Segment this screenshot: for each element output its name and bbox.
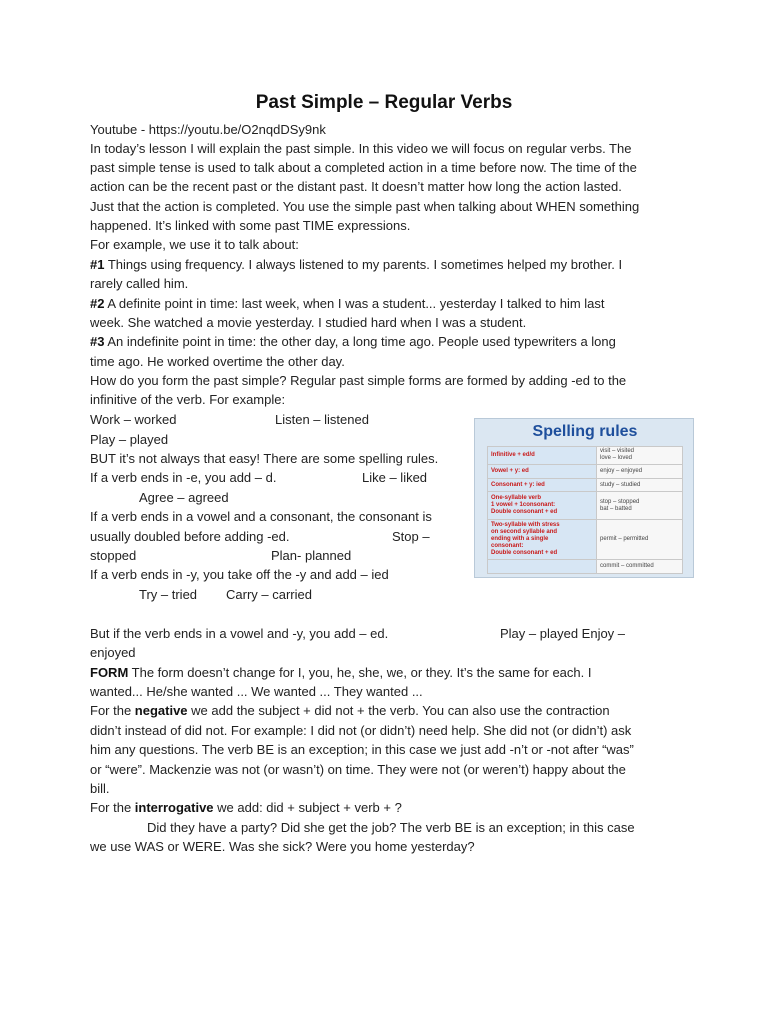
negative-line: For the negative we add the subject + did not + the verb. You can also use the contraction <box>90 703 610 718</box>
page-title: Past Simple – Regular Verbs <box>255 92 513 113</box>
rule-vowel-consonant-cont: usually doubled before adding -ed. <box>90 529 290 544</box>
negative-line: bill. <box>90 781 110 796</box>
rule-vowel-y: But if the verb ends in a vowel and -y, you add – ed. <box>90 626 389 641</box>
paragraph-line: #2 A definite point in time: last week, when I was a student... yesterday I talked to him last <box>90 296 605 311</box>
spelling-rule-example: permit – permitted <box>597 520 683 560</box>
example-agree: Agree – agreed <box>139 490 229 505</box>
paragraph-line: #3 An indefinite point in time: the other day, a long time ago. People used typewriters a long <box>90 334 616 349</box>
paragraph-line: action can be the recent past or the distant past. It doesn’t matter how long the action lasted. <box>90 179 622 194</box>
youtube-link[interactable]: Youtube - https://youtu.be/O2nqdDSy9nk <box>90 122 326 137</box>
example-play-enjoy: Play – played Enjoy – <box>500 626 626 641</box>
paragraph-line: rarely called him. <box>90 276 189 291</box>
form-line: wanted... He/she wanted ... We wanted ... They wanted ... <box>90 684 423 699</box>
interrogative-line: we use WAS or WERE. Was she sick? Were you home yesterday? <box>90 839 475 854</box>
spelling-rule-example: commit – committed <box>597 560 683 574</box>
interrogative-line: Did they have a party? Did she get the job? The verb BE is an exception; in this case <box>147 820 635 835</box>
spelling-rule-row <box>488 520 683 560</box>
spelling-rule-example: study – studied <box>597 478 683 492</box>
paragraph-line: week. She watched a movie yesterday. I studied hard when I was a student. <box>90 315 527 330</box>
rule-ends-e: If a verb ends in -e, you add – d. <box>90 470 277 485</box>
spelling-rules-title: Spelling rules <box>532 423 638 440</box>
example-enjoyed: enjoyed <box>90 645 136 660</box>
spelling-rule-example: enjoy – enjoyed <box>597 464 683 478</box>
spelling-rule-row <box>488 478 683 492</box>
spelling-rule-text: Two-syllable with stress on second syllable and ending with a single consonant: Double consonant + ed <box>488 520 597 560</box>
paragraph-line: happened. It’s linked with some past TIME expressions. <box>90 218 411 233</box>
spelling-rule-example: visit – visited love – loved <box>597 447 683 465</box>
spelling-rule-text: Consonant + y: ied <box>488 478 597 492</box>
negative-line: didn’t instead of did not. For example: I did not (or didn’t) need help. She did not (or didn’t) ask <box>90 723 632 738</box>
example-stop: Stop – <box>392 529 430 544</box>
spelling-rule-row <box>488 560 683 574</box>
spelling-rule-text: Infinitive + ed/d <box>488 447 597 465</box>
spelling-rules-image <box>474 418 694 578</box>
example-stopped: stopped <box>90 548 137 563</box>
interrogative-line: For the interrogative we add: did + subject + verb + ? <box>90 800 402 815</box>
rule-ends-y: If a verb ends in -y, you take off the -y and add – ied <box>90 567 389 582</box>
spelling-rule-row <box>488 464 683 478</box>
rule-vowel-consonant: If a verb ends in a vowel and a consonant, the consonant is <box>90 509 432 524</box>
spelling-rule-example: stop – stopped bat – batted <box>597 492 683 520</box>
paragraph-line: past simple tense is used to talk about a completed action in a time before now. The time of the <box>90 160 637 175</box>
paragraph-line: #1 Things using frequency. I always listened to my parents. I sometimes helped my brother. I <box>90 257 623 272</box>
example-work: Work – worked <box>90 412 177 427</box>
form-line: FORM The form doesn’t change for I, you, he, she, we, or they. It’s the same for each. I <box>90 665 592 680</box>
example-plan: Plan- planned <box>271 548 352 563</box>
spelling-rule-text <box>488 560 597 574</box>
example-try: Try – tried <box>139 587 198 602</box>
example-play: Play – played <box>90 432 169 447</box>
negative-line: him any questions. The verb BE is an exception; in this case we just add -n’t or -not after “was” <box>90 742 634 757</box>
spelling-intro: BUT it’s not always that easy! There are some spelling rules. <box>90 451 439 466</box>
spelling-rule-text: One-syllable verb 1 vowel + 1consonant: Double consonant + ed <box>488 492 597 520</box>
paragraph-line: In today’s lesson I will explain the past simple. In this video we will focus on regular verbs. The <box>90 141 632 156</box>
paragraph-line: time ago. He worked overtime the other day. <box>90 354 345 369</box>
paragraph-line: For example, we use it to talk about: <box>90 237 299 252</box>
example-like: Like – liked <box>362 470 428 485</box>
spelling-rule-text: Vowel + y: ed <box>488 464 597 478</box>
spelling-rule-row <box>488 447 683 465</box>
example-carry: Carry – carried <box>226 587 312 602</box>
spelling-rule-row <box>488 492 683 520</box>
example-listen: Listen – listened <box>275 412 369 427</box>
negative-line: or “were”. Mackenzie was not (or wasn’t) on time. They were not (or weren’t) happy about the <box>90 762 626 777</box>
paragraph-line: How do you form the past simple? Regular past simple forms are formed by adding -ed to the <box>90 373 627 388</box>
paragraph-line: infinitive of the verb. For example: <box>90 392 286 407</box>
paragraph-line: Just that the action is completed. You use the simple past when talking about WHEN something <box>90 199 640 214</box>
spelling-rules-table <box>487 446 683 574</box>
